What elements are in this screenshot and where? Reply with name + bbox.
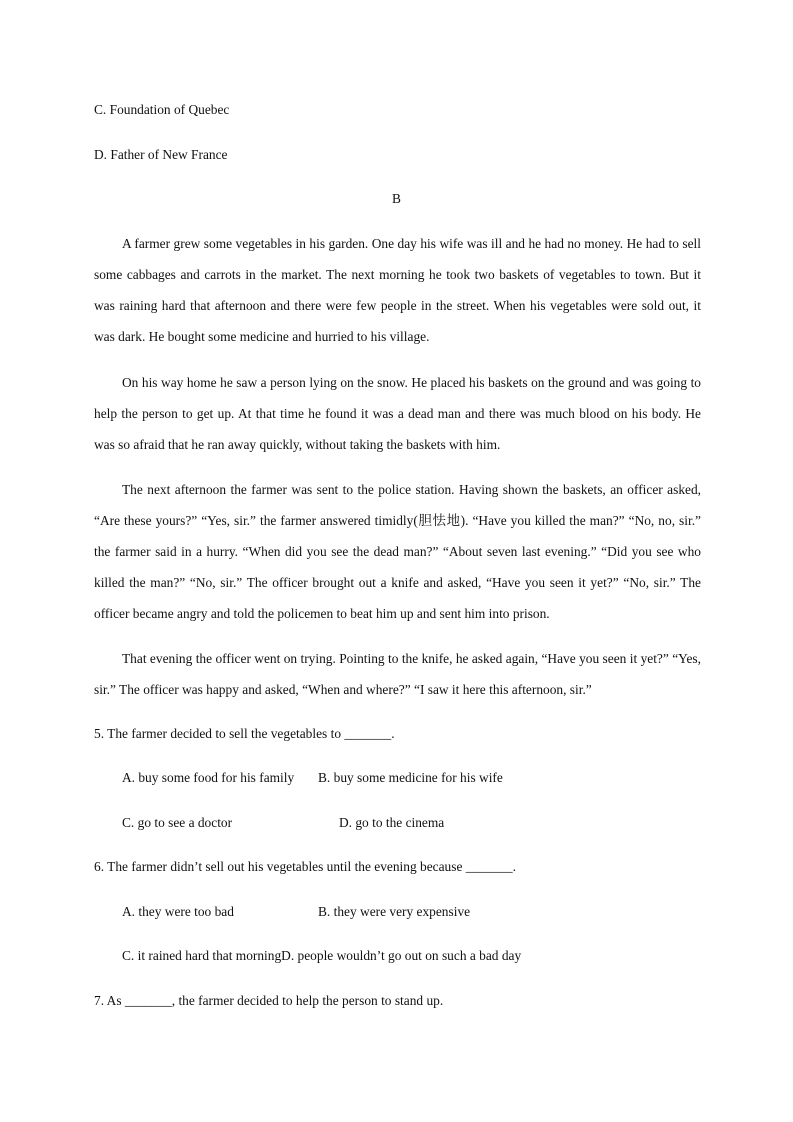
question-6-option-cd-line: [122, 947, 521, 965]
question-6-option-c: C. it rained hard that morning: [122, 948, 282, 963]
passage-paragraph-3: The next afternoon the farmer was sent to the police station. Having shown the baskets, an officer asked, “Are these yours?” “Yes, sir.” the farmer answered timidly(胆怯地). “Have you killed the man?” “No, no, sir.” the farmer said in a hurry. “When did you see the dead man?” “About seven last evening.” “Did you see who killed the man?” “No, sir.” The officer brought out a knife and asked, “Have you seen it yet?” “No, sir.” The officer became angry and told the policemen to beat him up and sent him into prison.: [94, 482, 701, 621]
question-5-option-c: C. go to see a doctor: [122, 815, 233, 830]
passage-paragraph-2: On his way home he saw a person lying on the snow. He placed his baskets on the ground and was going to help the person to get up. At that time he found it was a dead man and there was much blood on his body. He was so afraid that he ran away quickly, without taking the baskets with him.: [94, 375, 701, 452]
question-5-option-d: D. go to the cinema: [339, 815, 445, 830]
question-6-option-d: D. people wouldn’t go out on such a bad day: [281, 948, 522, 963]
section-label: B: [392, 191, 401, 206]
question-6-stem: 6. The farmer didn’t sell out his vegetables until the evening because _______.: [94, 859, 516, 874]
question-5-option-b: B. buy some medicine for his wife: [318, 770, 503, 785]
question-6-option-b: B. they were very expensive: [318, 904, 471, 919]
question-7-stem: 7. As _______, the farmer decided to help the person to stand up.: [94, 993, 444, 1008]
question-6-option-a: A. they were too bad: [122, 904, 234, 919]
prev-option-d: D. Father of New France: [94, 147, 228, 162]
question-5-option-a: A. buy some food for his family: [122, 770, 295, 785]
question-5-stem: 5. The farmer decided to sell the vegetables to _______.: [94, 726, 395, 741]
passage-paragraph-4: That evening the officer went on trying. Pointing to the knife, he asked again, “Have you seen it yet?” “Yes, sir.” The officer was happy and asked, “When and where?” “I saw it here this afternoon, sir.”: [94, 651, 701, 697]
passage-paragraph-1: A farmer grew some vegetables in his garden. One day his wife was ill and he had no money. He had to sell some cabbages and carrots in the market. The next morning he took two baskets of vegetables to town. But it was raining hard that afternoon and there were few people in the street. When his vegetables were sold out, it was dark. He bought some medicine and hurried to his village.: [94, 236, 701, 344]
prev-option-c: C. Foundation of Quebec: [94, 102, 230, 117]
